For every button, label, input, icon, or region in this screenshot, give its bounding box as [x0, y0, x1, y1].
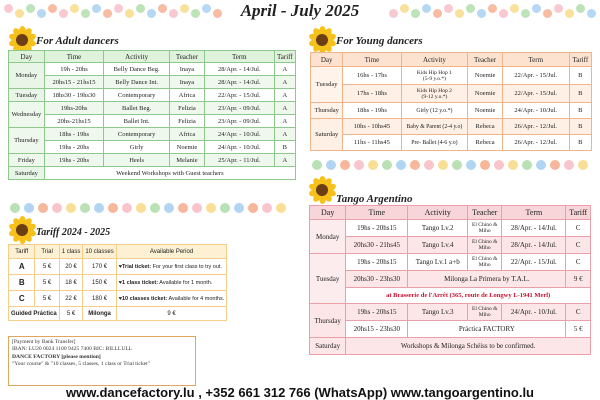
teacher-cell: Noemie	[468, 85, 502, 103]
activity-name: Kids Hip Hop 1	[416, 69, 452, 76]
activity-cell: Contemporary	[104, 128, 170, 141]
table-row	[9, 275, 227, 291]
day-cell: Thursday	[311, 103, 343, 119]
divider-dot	[38, 203, 48, 213]
divider-dot	[424, 160, 434, 170]
teacher-cell: Rebeca	[468, 135, 502, 151]
teacher-cell: Noemie	[169, 141, 204, 154]
table-header: 1 class	[59, 245, 83, 259]
teacher-cell: Inaya	[169, 63, 204, 76]
day-cell: Saturday	[310, 338, 346, 355]
divider-dot	[178, 203, 188, 213]
adult-schedule-table	[8, 50, 296, 180]
tango-section-title: Tango Argentino	[336, 193, 413, 205]
table-row	[311, 85, 592, 103]
teacher-cell: Inaya	[169, 76, 204, 89]
note-label: ♥Trial ticket:	[118, 263, 152, 270]
divider-dot	[276, 203, 286, 213]
activity-age: (9-12 y.o.*)	[421, 93, 448, 100]
activity-cell: Girly (12 y.o.*)	[401, 103, 468, 119]
time-cell: 19hs - 20hs15	[346, 254, 408, 271]
ten-classes-price: 170 €	[83, 259, 116, 275]
trial-price: 5 €	[35, 291, 59, 307]
divider-dot	[136, 203, 146, 213]
tariff-cell: 5 €	[566, 321, 591, 338]
day-cell: Saturday	[311, 119, 343, 151]
day-cell: Thursday	[9, 128, 45, 154]
divider-dot	[452, 160, 462, 170]
term-cell: 22/Apr. - 15/Jul.	[502, 254, 566, 271]
milonga-venue-note: at Brasserie de l'Arrêt (365, route de Longwy L-1941 Merl)	[346, 288, 591, 304]
page-title: April - July 2025	[240, 1, 360, 20]
activity-cell: Tango Lv.1 a+b	[408, 254, 468, 271]
time-cell: 19hs - 20hs	[44, 141, 104, 154]
term-cell: 28/Apr. - 14/Jul.	[502, 237, 566, 254]
tariff-cell: B	[569, 119, 591, 135]
term-cell: 24/Apr. - 10/Jul.	[204, 141, 274, 154]
table-header: Time	[44, 51, 104, 63]
day-cell: Tuesday	[9, 89, 45, 102]
activity-cell: Milonga La Primera by T.A.L.	[408, 271, 566, 288]
teacher-cell: Felizia	[169, 102, 204, 115]
table-header: Available Period	[116, 245, 227, 259]
time-cell: 20hs30 - 21hs45	[346, 237, 408, 254]
divider-dot	[494, 160, 504, 170]
divider-dot	[206, 203, 216, 213]
footer-contact: www.dancefactory.lu , +352 661 312 766 (WhatsApp) www.tangoargentino.lu	[66, 385, 534, 400]
divider-dot	[522, 160, 532, 170]
tariff-name: C	[9, 291, 35, 307]
divider-dot	[326, 160, 336, 170]
time-cell: 19hs-20hs	[44, 102, 104, 115]
activity-age: (5-9 y.o.*)	[422, 75, 446, 82]
time-cell: 19h - 20hs	[44, 63, 104, 76]
table-header: Day	[9, 51, 45, 63]
table-row	[310, 304, 591, 321]
divider-dot	[396, 160, 406, 170]
time-cell: 18hs30 - 19hs30	[44, 89, 104, 102]
tariff-table	[8, 244, 227, 321]
term-cell: 24/Apr. - 10/Jul.	[502, 304, 566, 321]
time-cell: 20hs15 - 21hs15	[44, 76, 104, 89]
divider-dot	[122, 203, 132, 213]
table-row	[310, 288, 591, 304]
tariff-cell: A	[274, 115, 295, 128]
sunflower-center	[316, 184, 328, 196]
note-label: ♥10 classes ticket:	[118, 295, 168, 302]
divider-dot	[164, 203, 174, 213]
teacher-cell: El Chino & Miho	[468, 304, 502, 321]
activity-cell: Contemporary	[104, 89, 170, 102]
tariff-cell: B	[569, 67, 591, 85]
divider-dot	[536, 160, 546, 170]
sunflower-center	[16, 34, 28, 46]
activity-cell: Tango Lv.4	[408, 237, 468, 254]
divider-dot	[368, 160, 378, 170]
term-cell: 23/Apr. - 09/Jul.	[204, 115, 274, 128]
term-cell: 22/Apr. - 15/Jul.	[502, 85, 569, 103]
tariff-cell: B	[569, 85, 591, 103]
time-cell: 10hs - 10hs45	[343, 119, 401, 135]
activity-cell: Girly	[104, 141, 170, 154]
divider-dot	[220, 203, 230, 213]
time-cell: 20hs30 - 23hs30	[346, 271, 408, 288]
activity-cell	[401, 67, 468, 85]
tariff-cell: A	[274, 89, 295, 102]
young-section-title: For Young dancers	[336, 35, 423, 47]
teacher-cell: Rebeca	[468, 119, 502, 135]
guided-practica-price: 5 €	[59, 307, 83, 321]
payment-info	[8, 336, 196, 386]
term-cell: 26/Apr. - 12/Jul.	[502, 135, 569, 151]
divider-dot	[466, 160, 476, 170]
payment-reference: DANCE FACTORY [please mention]	[12, 353, 101, 360]
divider-dot	[192, 203, 202, 213]
table-row	[9, 63, 296, 76]
table-row	[9, 307, 227, 321]
note-text: For your first class to try out.	[151, 263, 222, 270]
term-cell: 24/Apr. - 10/Jul.	[204, 128, 274, 141]
tango-schedule-table	[309, 205, 591, 355]
teacher-cell: Africa	[169, 128, 204, 141]
day-cell: Monday	[310, 220, 346, 254]
time-cell: 19hs - 20hs	[44, 154, 104, 167]
divider-dot	[340, 160, 350, 170]
table-header: Teacher	[169, 51, 204, 63]
table-header: Day	[310, 206, 346, 220]
teacher-cell: Felizia	[169, 115, 204, 128]
tariff-cell: A	[274, 76, 295, 89]
activity-cell	[401, 85, 468, 103]
divider-dot	[410, 160, 420, 170]
day-cell: Monday	[9, 63, 45, 89]
time-cell: 16hs - 17hs	[343, 67, 401, 85]
teacher-cell: Melanie	[169, 154, 204, 167]
table-header: Teacher	[468, 206, 502, 220]
sunflower-icon	[8, 216, 36, 244]
activity-cell: Tango Lv.3	[408, 304, 468, 321]
table-row	[9, 259, 227, 275]
tariff-title: Tariff 2024 - 2025	[36, 227, 111, 238]
time-cell: 18hs - 19hs	[44, 128, 104, 141]
activity-cell: Ballet Beg.	[104, 102, 170, 115]
table-row	[310, 321, 591, 338]
table-row	[9, 115, 296, 128]
divider-dot	[10, 203, 20, 213]
table-header: Tariff	[274, 51, 295, 63]
time-cell: 18hs - 19hs	[343, 103, 401, 119]
dot-divider	[312, 160, 592, 170]
table-header: Activity	[401, 53, 468, 67]
table-header: 10 classes	[83, 245, 116, 259]
one-class-price: 22 €	[59, 291, 83, 307]
tariff-note	[116, 291, 227, 307]
divider-dot	[24, 203, 34, 213]
one-class-price: 20 €	[59, 259, 83, 275]
tariff-name: B	[9, 275, 35, 291]
divider-dot	[564, 160, 574, 170]
tariff-cell: C	[566, 254, 591, 271]
one-class-price: 18 €	[59, 275, 83, 291]
term-cell: 22/Apr. - 15/Jul.	[502, 67, 569, 85]
table-header: Term	[502, 206, 566, 220]
table-row	[311, 135, 592, 151]
table-row	[9, 89, 296, 102]
divider-dot	[248, 203, 258, 213]
activity-cell: Belly Dance Beg.	[104, 63, 170, 76]
term-cell: 22/Apr. - 15/Jul.	[204, 89, 274, 102]
term-cell: 28/Apr. - 14/Jul.	[502, 220, 566, 237]
divider-dot	[312, 160, 322, 170]
day-cell: Wednesday	[9, 102, 45, 128]
activity-cell: Tango Lv.2	[408, 220, 468, 237]
tariff-cell: B	[274, 141, 295, 154]
table-row	[311, 67, 592, 85]
activity-cell: Pre- Ballet (4-6 y.o)	[401, 135, 468, 151]
divider-dot	[150, 203, 160, 213]
divider-dot	[354, 160, 364, 170]
sunflower-center	[16, 224, 28, 236]
payment-heading: [Payment by Bank Transfer]	[12, 339, 76, 345]
tariff-cell: C	[566, 304, 591, 321]
day-cell: Tuesday	[310, 254, 346, 304]
table-header: Time	[346, 206, 408, 220]
time-cell: 11hs - 11hs45	[343, 135, 401, 151]
sunflower-icon	[308, 26, 336, 54]
teacher-cell: Africa	[169, 89, 204, 102]
term-cell: 28/Apr. - 14/Jul.	[204, 63, 274, 76]
teacher-cell: El Chino & Miho	[468, 237, 502, 254]
time-cell: 20hs15 - 23hs30	[346, 321, 408, 338]
activity-cell: Heels	[104, 154, 170, 167]
table-row	[9, 102, 296, 115]
table-row	[310, 271, 591, 288]
activity-cell: Belly Dance Int.	[104, 76, 170, 89]
table-header: Term	[502, 53, 569, 67]
table-row	[310, 237, 591, 254]
term-cell: 28/Apr. - 14/Jul.	[204, 76, 274, 89]
table-row	[311, 119, 592, 135]
term-cell: 23/Apr. - 09/Jul.	[204, 102, 274, 115]
table-header: Day	[311, 53, 343, 67]
guided-practica-label: Guided Práctica	[9, 307, 60, 321]
table-row	[9, 154, 296, 167]
tariff-cell: A	[274, 63, 295, 76]
activity-cell: Baby & Parent (2-4 y.o)	[401, 119, 468, 135]
divider-dot	[382, 160, 392, 170]
activity-name: Kids Hip Hop 2	[416, 87, 452, 94]
young-schedule-table	[310, 52, 592, 151]
table-header: Tariff	[569, 53, 591, 67]
teacher-cell: El Chino & Miho	[468, 220, 502, 237]
table-row	[310, 220, 591, 237]
payment-note: "Your course" & "10 classes, 5 classes, 1 class or Trial ticket"	[12, 360, 150, 367]
trial-price: 5 €	[35, 275, 59, 291]
time-cell: 19hs - 20hs15	[346, 220, 408, 237]
tariff-cell: 9 €	[566, 271, 591, 288]
table-header: Time	[343, 53, 401, 67]
milonga-label: Milonga	[83, 307, 116, 321]
tariff-cell: A	[274, 102, 295, 115]
dot-divider	[10, 203, 296, 213]
time-cell: 17hs - 18hs	[343, 85, 401, 103]
tariff-name: A	[9, 259, 35, 275]
sunflower-center	[316, 34, 328, 46]
adult-section-title: For Adult dancers	[36, 35, 119, 47]
sunflower-icon	[308, 176, 336, 204]
tariff-cell: A	[274, 128, 295, 141]
tariff-note	[116, 275, 227, 291]
time-cell: 20hs-21hs15	[44, 115, 104, 128]
teacher-cell: Noemie	[468, 67, 502, 85]
divider-dot	[80, 203, 90, 213]
workshop-cell: Weekend Workshops with Guest teachers	[44, 167, 295, 180]
divider-dot	[234, 203, 244, 213]
divider-dot	[550, 160, 560, 170]
activity-cell: Workshops & Milonga Schéiss to be confirmed.	[346, 338, 591, 355]
table-row	[311, 103, 592, 119]
ten-classes-price: 150 €	[83, 275, 116, 291]
table-header: Activity	[408, 206, 468, 220]
tariff-cell: A	[274, 154, 295, 167]
divider-dot	[578, 160, 588, 170]
table-row	[9, 167, 296, 180]
table-header: Term	[204, 51, 274, 63]
table-row	[9, 76, 296, 89]
note-label: ♥1 class ticket:	[118, 279, 159, 286]
divider-dot	[108, 203, 118, 213]
day-cell: Saturday	[9, 167, 45, 180]
tariff-cell: B	[569, 135, 591, 151]
table-header: Tariff	[566, 206, 591, 220]
table-row	[9, 128, 296, 141]
table-row	[9, 141, 296, 154]
day-cell: Tuesday	[311, 67, 343, 103]
activity-cell: Ballet Int.	[104, 115, 170, 128]
term-cell: 25/Apr. - 11/Jul.	[204, 154, 274, 167]
table-row	[310, 254, 591, 271]
table-header: Trial	[35, 245, 59, 259]
trial-price: 5 €	[35, 259, 59, 275]
table-row	[310, 338, 591, 355]
term-cell: 24/Apr. - 10/Jul.	[502, 103, 569, 119]
divider-dot	[52, 203, 62, 213]
table-row	[9, 291, 227, 307]
tariff-note	[116, 259, 227, 275]
teacher-cell: El Chino & Miho	[468, 254, 502, 271]
table-header: Tariff	[9, 245, 35, 259]
tariff-cell: C	[566, 220, 591, 237]
teacher-cell: Noemie	[468, 103, 502, 119]
time-cell: 19hs - 20hs15	[346, 304, 408, 321]
note-text: Available for 1 month.	[158, 279, 213, 286]
divider-dot	[438, 160, 448, 170]
table-header: Activity	[104, 51, 170, 63]
divider-dot	[262, 203, 272, 213]
divider-dot	[508, 160, 518, 170]
divider-dot	[94, 203, 104, 213]
divider-dot	[66, 203, 76, 213]
divider-dot	[480, 160, 490, 170]
bank-details: IBAN: LU20 0024 1100 9425 7400 BIC: BILLLULL	[12, 346, 133, 353]
ten-classes-price: 180 €	[83, 291, 116, 307]
table-header: Teacher	[468, 53, 502, 67]
day-cell: Thursday	[310, 304, 346, 338]
tariff-cell: B	[569, 103, 591, 119]
tariff-cell: C	[566, 237, 591, 254]
activity-cell: Práctica FACTORY	[408, 321, 566, 338]
note-text: Available for 4 months.	[167, 295, 225, 302]
milonga-price: 9 €	[116, 307, 227, 321]
day-cell: Friday	[9, 154, 45, 167]
term-cell: 26/Apr. - 12/Jul.	[502, 119, 569, 135]
